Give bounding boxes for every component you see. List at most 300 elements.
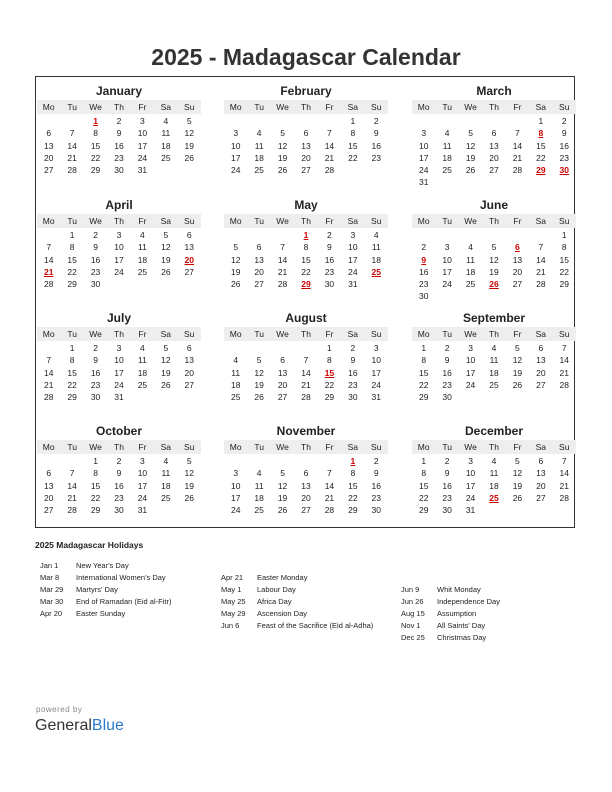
day-cell: 15 — [67, 254, 77, 265]
day-cell: 8 — [69, 355, 75, 366]
day-cell: 3 — [140, 456, 145, 466]
day-cell: 26 — [161, 266, 171, 277]
day-cell: 3 — [233, 468, 239, 479]
day-cell: 22 — [418, 492, 429, 503]
day-cell: 16 — [442, 367, 452, 378]
day-cell: 25 — [442, 165, 452, 176]
day-cell: 12 — [184, 128, 195, 139]
day-cell: 20 — [43, 152, 54, 163]
weekday-label: Sa — [160, 329, 172, 339]
day-cell: 22 — [301, 266, 311, 277]
day-cell: 29 — [418, 505, 429, 516]
weekday-label: Mo — [229, 216, 242, 226]
day-cell: 11 — [138, 355, 147, 366]
day-cell: 9 — [93, 242, 98, 253]
empty-cell — [506, 229, 529, 241]
weekday-label: Fr — [325, 442, 334, 452]
day-cell: 17 — [230, 492, 241, 503]
day-cell: 7 — [303, 355, 309, 366]
day-cell: 20 — [536, 367, 546, 378]
holiday-date: Apr 21 — [221, 573, 244, 582]
month-august — [224, 310, 388, 403]
day-cell: 22 — [324, 379, 335, 390]
day-cell: 19 — [489, 266, 499, 277]
empty-cell — [412, 115, 435, 127]
day-cell: 23 — [442, 492, 452, 503]
holiday-date: Jan 1 — [40, 561, 59, 570]
day-cell: 10 — [230, 140, 241, 151]
day-cell: 29 — [536, 165, 546, 176]
holiday-name: Easter Monday — [257, 573, 308, 582]
day-cell: 21 — [277, 266, 288, 277]
day-cell: 21 — [43, 266, 54, 277]
day-cell: 30 — [559, 165, 570, 176]
day-cell: 25 — [254, 165, 264, 176]
day-cell: 21 — [536, 266, 546, 277]
day-cell: 26 — [489, 279, 499, 290]
day-cell: 17 — [465, 367, 476, 378]
day-cell: 24 — [114, 266, 124, 277]
day-cell: 21 — [559, 480, 570, 491]
day-cell: 22 — [418, 379, 429, 390]
day-cell: 19 — [161, 254, 171, 265]
day-cell: 27 — [254, 279, 264, 290]
day-cell: 8 — [93, 128, 98, 139]
day-cell: 4 — [233, 355, 239, 366]
weekday-label: Su — [371, 216, 382, 226]
weekday-label: Mo — [417, 329, 430, 339]
day-cell: 20 — [43, 492, 54, 503]
day-cell: 19 — [184, 480, 195, 491]
month-name: October — [95, 424, 142, 438]
weekday-label: We — [276, 442, 289, 452]
day-cell: 21 — [559, 367, 570, 378]
day-cell: 28 — [559, 379, 570, 390]
day-cell: 28 — [43, 279, 54, 290]
day-grid — [37, 342, 201, 403]
day-cell: 18 — [161, 140, 171, 151]
brand-general: General — [35, 717, 92, 734]
holiday-name: All Saints' Day — [437, 621, 486, 630]
day-cell: 8 — [421, 355, 427, 366]
day-cell: 11 — [254, 140, 264, 151]
month-name: June — [479, 198, 508, 212]
day-cell: 16 — [559, 140, 570, 151]
weekday-header — [412, 440, 576, 454]
day-cell: 13 — [512, 254, 523, 265]
holiday-name: Assumption — [437, 609, 477, 618]
day-cell: 9 — [116, 128, 122, 139]
weekday-label: Su — [184, 102, 195, 112]
day-cell: 5 — [468, 128, 473, 139]
day-cell: 9 — [350, 355, 356, 366]
day-cell: 16 — [442, 480, 452, 491]
weekday-label: We — [464, 102, 477, 112]
day-cell: 10 — [137, 128, 148, 139]
weekday-label: Th — [114, 329, 124, 339]
day-cell: 13 — [301, 480, 311, 491]
weekday-label: Tu — [442, 102, 452, 112]
day-cell: 27 — [489, 165, 499, 176]
day-cell: 20 — [489, 152, 499, 163]
day-grid — [224, 342, 388, 403]
day-cell: 24 — [230, 505, 241, 516]
weekday-label: We — [89, 102, 102, 112]
day-cell: 6 — [538, 343, 544, 353]
day-cell: 12 — [512, 355, 523, 366]
day-cell: 6 — [303, 468, 309, 479]
day-cell: 13 — [489, 140, 499, 151]
weekday-label: Sa — [535, 329, 547, 339]
day-cell: 17 — [348, 254, 358, 265]
day-cell: 31 — [465, 505, 476, 516]
day-cell: 31 — [114, 392, 124, 403]
day-cell: 27 — [536, 379, 546, 390]
holiday-row — [401, 584, 581, 596]
day-cell: 4 — [163, 116, 169, 126]
weekday-label: Su — [559, 442, 570, 452]
empty-cell — [271, 115, 294, 127]
weekday-label: Su — [559, 102, 570, 112]
weekday-label: Tu — [67, 102, 77, 112]
month-name: February — [280, 84, 332, 98]
day-cell: 8 — [350, 128, 356, 139]
day-cell: 14 — [324, 140, 335, 151]
day-cell: 16 — [90, 254, 101, 265]
day-cell: 1 — [350, 116, 356, 126]
day-cell: 23 — [114, 152, 124, 163]
empty-cell — [506, 115, 529, 127]
day-cell: 26 — [277, 165, 288, 176]
day-cell: 3 — [140, 116, 145, 126]
weekday-label: Fr — [138, 329, 147, 339]
weekday-label: Th — [114, 216, 124, 226]
month-november — [224, 423, 388, 516]
day-cell: 30 — [114, 165, 124, 176]
day-cell: 11 — [371, 242, 381, 253]
day-cell: 24 — [137, 492, 148, 503]
day-cell: 25 — [230, 392, 241, 403]
day-cell: 15 — [559, 254, 570, 265]
day-cell: 11 — [231, 367, 241, 378]
day-cell: 8 — [303, 242, 309, 253]
day-cell: 12 — [277, 480, 288, 491]
day-cell: 4 — [444, 128, 450, 139]
day-cell: 10 — [371, 355, 382, 366]
holiday-row — [40, 596, 220, 608]
empty-cell — [294, 342, 317, 354]
holiday-row — [221, 584, 401, 596]
holiday-name: Whit Monday — [437, 585, 481, 594]
weekday-label: Tu — [254, 102, 264, 112]
day-cell: 24 — [114, 379, 124, 390]
day-cell: 27 — [277, 392, 288, 403]
weekday-label: Tu — [67, 216, 77, 226]
day-cell: 11 — [466, 254, 475, 265]
day-cell: 15 — [90, 140, 101, 151]
day-cell: 22 — [67, 379, 77, 390]
weekday-label: Su — [559, 216, 570, 226]
weekday-label: We — [89, 216, 102, 226]
weekday-label: We — [464, 216, 477, 226]
weekday-label: Fr — [138, 216, 147, 226]
weekday-label: We — [276, 329, 289, 339]
day-cell: 27 — [184, 379, 195, 390]
weekday-label: Tu — [442, 329, 452, 339]
weekday-header — [412, 214, 576, 228]
weekday-label: Mo — [229, 102, 242, 112]
weekday-header — [37, 214, 201, 228]
empty-cell — [224, 229, 247, 241]
day-cell: 31 — [418, 177, 429, 188]
day-cell: 3 — [233, 128, 239, 139]
holiday-row — [401, 620, 581, 632]
day-cell: 13 — [254, 254, 264, 265]
day-cell: 13 — [43, 480, 54, 491]
page-title: 2025 - Madagascar Calendar — [151, 44, 461, 70]
day-cell: 25 — [465, 279, 476, 290]
day-cell: 21 — [67, 492, 77, 503]
day-cell: 2 — [373, 116, 379, 126]
day-cell: 8 — [561, 242, 567, 253]
day-cell: 23 — [324, 266, 335, 277]
holiday-row — [40, 608, 220, 620]
day-grid — [412, 342, 576, 403]
weekday-label: Su — [371, 442, 382, 452]
holiday-row — [401, 596, 581, 608]
day-cell: 3 — [444, 242, 450, 253]
day-cell: 11 — [161, 468, 171, 479]
holiday-row — [40, 572, 220, 584]
day-cell: 13 — [301, 140, 311, 151]
day-cell: 26 — [184, 492, 195, 503]
day-cell: 14 — [43, 254, 54, 265]
day-cell: 20 — [184, 367, 195, 378]
holiday-date: Mar 8 — [40, 573, 60, 582]
day-cell: 7 — [46, 355, 52, 366]
weekday-label: Th — [301, 102, 311, 112]
weekday-label: Th — [489, 442, 499, 452]
day-cell: 25 — [161, 492, 171, 503]
weekday-header — [224, 100, 388, 114]
day-cell: 4 — [491, 343, 497, 353]
day-cell: 20 — [301, 492, 311, 503]
holiday-date: Jun 9 — [401, 585, 420, 594]
day-cell: 18 — [489, 367, 499, 378]
holiday-date: May 25 — [221, 597, 246, 606]
weekday-label: Sa — [535, 216, 547, 226]
day-cell: 8 — [538, 128, 544, 139]
day-cell: 9 — [93, 355, 98, 366]
day-cell: 6 — [515, 242, 520, 253]
day-cell: 30 — [371, 505, 382, 516]
holiday-date: Nov 1 — [401, 621, 421, 630]
empty-cell — [37, 229, 60, 241]
day-cell: 3 — [373, 343, 379, 353]
month-name: January — [95, 84, 143, 98]
day-cell: 7 — [280, 242, 285, 253]
day-cell: 10 — [348, 242, 358, 253]
day-cell: 14 — [67, 140, 77, 151]
weekday-label: Sa — [535, 442, 547, 452]
day-cell: 17 — [230, 152, 241, 163]
day-cell: 6 — [256, 242, 262, 253]
day-cell: 11 — [138, 242, 147, 253]
empty-cell — [529, 229, 552, 241]
weekday-label: We — [464, 442, 477, 452]
day-cell: 15 — [536, 140, 546, 151]
weekday-label: Su — [559, 329, 570, 339]
day-cell: 6 — [538, 456, 544, 466]
day-cell: 10 — [114, 242, 124, 253]
day-cell: 30 — [348, 392, 358, 403]
day-cell: 27 — [536, 492, 546, 503]
day-cell: 5 — [491, 242, 497, 253]
holiday-name: Martyrs' Day — [76, 585, 118, 594]
day-cell: 24 — [230, 165, 241, 176]
month-september — [412, 310, 576, 403]
day-cell: 22 — [536, 152, 546, 163]
day-cell: 19 — [277, 152, 288, 163]
month-name: September — [462, 311, 526, 325]
day-cell: 15 — [348, 480, 358, 491]
weekday-header — [37, 100, 201, 114]
empty-cell — [37, 455, 60, 467]
day-cell: 9 — [327, 242, 332, 253]
day-cell: 14 — [67, 480, 77, 491]
month-july — [37, 310, 201, 403]
day-cell: 22 — [559, 266, 570, 277]
day-cell: 4 — [256, 128, 262, 139]
month-name: November — [276, 424, 336, 438]
day-cell: 12 — [489, 254, 499, 265]
holiday-row — [401, 632, 581, 644]
holiday-row — [221, 620, 401, 632]
day-cell: 1 — [69, 343, 75, 353]
day-grid — [37, 115, 201, 176]
empty-cell — [435, 229, 458, 241]
day-cell: 24 — [442, 279, 452, 290]
weekday-label: Su — [184, 216, 195, 226]
day-cell: 4 — [491, 456, 497, 466]
holiday-row — [40, 560, 220, 572]
weekday-label: Mo — [417, 216, 430, 226]
day-cell: 14 — [536, 254, 546, 265]
day-cell: 6 — [186, 343, 192, 353]
weekday-label: Mo — [42, 329, 55, 339]
day-cell: 4 — [373, 230, 379, 240]
day-cell: 12 — [161, 355, 171, 366]
holiday-date: Jun 6 — [221, 621, 240, 630]
weekday-label: Fr — [138, 102, 147, 112]
day-cell: 1 — [327, 343, 332, 353]
day-cell: 14 — [559, 355, 570, 366]
weekday-label: Mo — [229, 329, 242, 339]
day-cell: 9 — [373, 128, 379, 139]
holiday-column — [401, 584, 581, 644]
holiday-row — [221, 596, 401, 608]
day-grid — [224, 229, 388, 290]
day-cell: 30 — [90, 279, 101, 290]
day-cell: 11 — [489, 468, 499, 479]
weekday-label: Sa — [347, 102, 359, 112]
month-name: July — [106, 311, 131, 325]
day-cell: 29 — [418, 392, 429, 403]
day-cell: 18 — [254, 152, 264, 163]
day-cell: 28 — [67, 505, 77, 516]
day-cell: 1 — [303, 230, 309, 240]
holiday-name: Independence Day — [437, 597, 500, 606]
day-cell: 9 — [444, 355, 450, 366]
weekday-label: Sa — [160, 216, 172, 226]
day-cell: 6 — [46, 128, 52, 139]
day-cell: 28 — [512, 165, 523, 176]
holiday-date: Mar 30 — [40, 597, 64, 606]
day-cell: 26 — [512, 379, 523, 390]
weekday-label: Su — [371, 102, 382, 112]
day-cell: 7 — [327, 128, 332, 139]
day-cell: 21 — [324, 492, 335, 503]
day-cell: 2 — [116, 116, 122, 126]
weekday-label: Th — [301, 216, 311, 226]
day-cell: 25 — [489, 379, 499, 390]
day-cell: 5 — [186, 456, 192, 466]
day-cell: 19 — [277, 492, 288, 503]
weekday-header — [224, 327, 388, 341]
weekday-label: We — [276, 102, 289, 112]
day-cell: 27 — [184, 266, 195, 277]
holiday-name: Africa Day — [257, 597, 292, 606]
day-cell: 26 — [161, 379, 171, 390]
powered-by-text: powered by — [36, 705, 83, 714]
day-cell: 23 — [90, 266, 101, 277]
weekday-label: Sa — [347, 442, 359, 452]
day-cell: 8 — [421, 468, 427, 479]
holiday-column — [221, 572, 401, 632]
day-cell: 15 — [90, 480, 101, 491]
weekday-label: Mo — [229, 442, 242, 452]
day-cell: 26 — [465, 165, 476, 176]
day-cell: 7 — [515, 128, 520, 139]
holiday-name: Easter Sunday — [76, 609, 126, 618]
day-cell: 2 — [561, 116, 567, 126]
day-cell: 7 — [69, 128, 75, 139]
weekday-label: Tu — [254, 329, 264, 339]
day-cell: 24 — [137, 152, 148, 163]
day-cell: 3 — [116, 230, 122, 240]
day-cell: 2 — [444, 343, 450, 353]
day-cell: 31 — [348, 279, 358, 290]
day-cell: 29 — [348, 505, 358, 516]
day-cell: 3 — [350, 230, 356, 240]
day-cell: 14 — [559, 468, 570, 479]
weekday-label: Mo — [42, 216, 55, 226]
day-cell: 3 — [468, 343, 473, 353]
day-cell: 20 — [184, 254, 195, 265]
holiday-date: Apr 20 — [40, 609, 63, 618]
empty-cell — [412, 229, 435, 241]
day-cell: 19 — [254, 379, 264, 390]
day-cell: 12 — [161, 242, 171, 253]
weekday-label: Fr — [513, 216, 522, 226]
weekday-label: Su — [184, 442, 195, 452]
brand-logo[interactable] — [35, 717, 124, 735]
weekday-label: Th — [114, 442, 124, 452]
holiday-date: May 1 — [221, 585, 242, 594]
day-cell: 28 — [536, 279, 546, 290]
day-cell: 29 — [67, 279, 77, 290]
day-cell: 18 — [161, 480, 171, 491]
